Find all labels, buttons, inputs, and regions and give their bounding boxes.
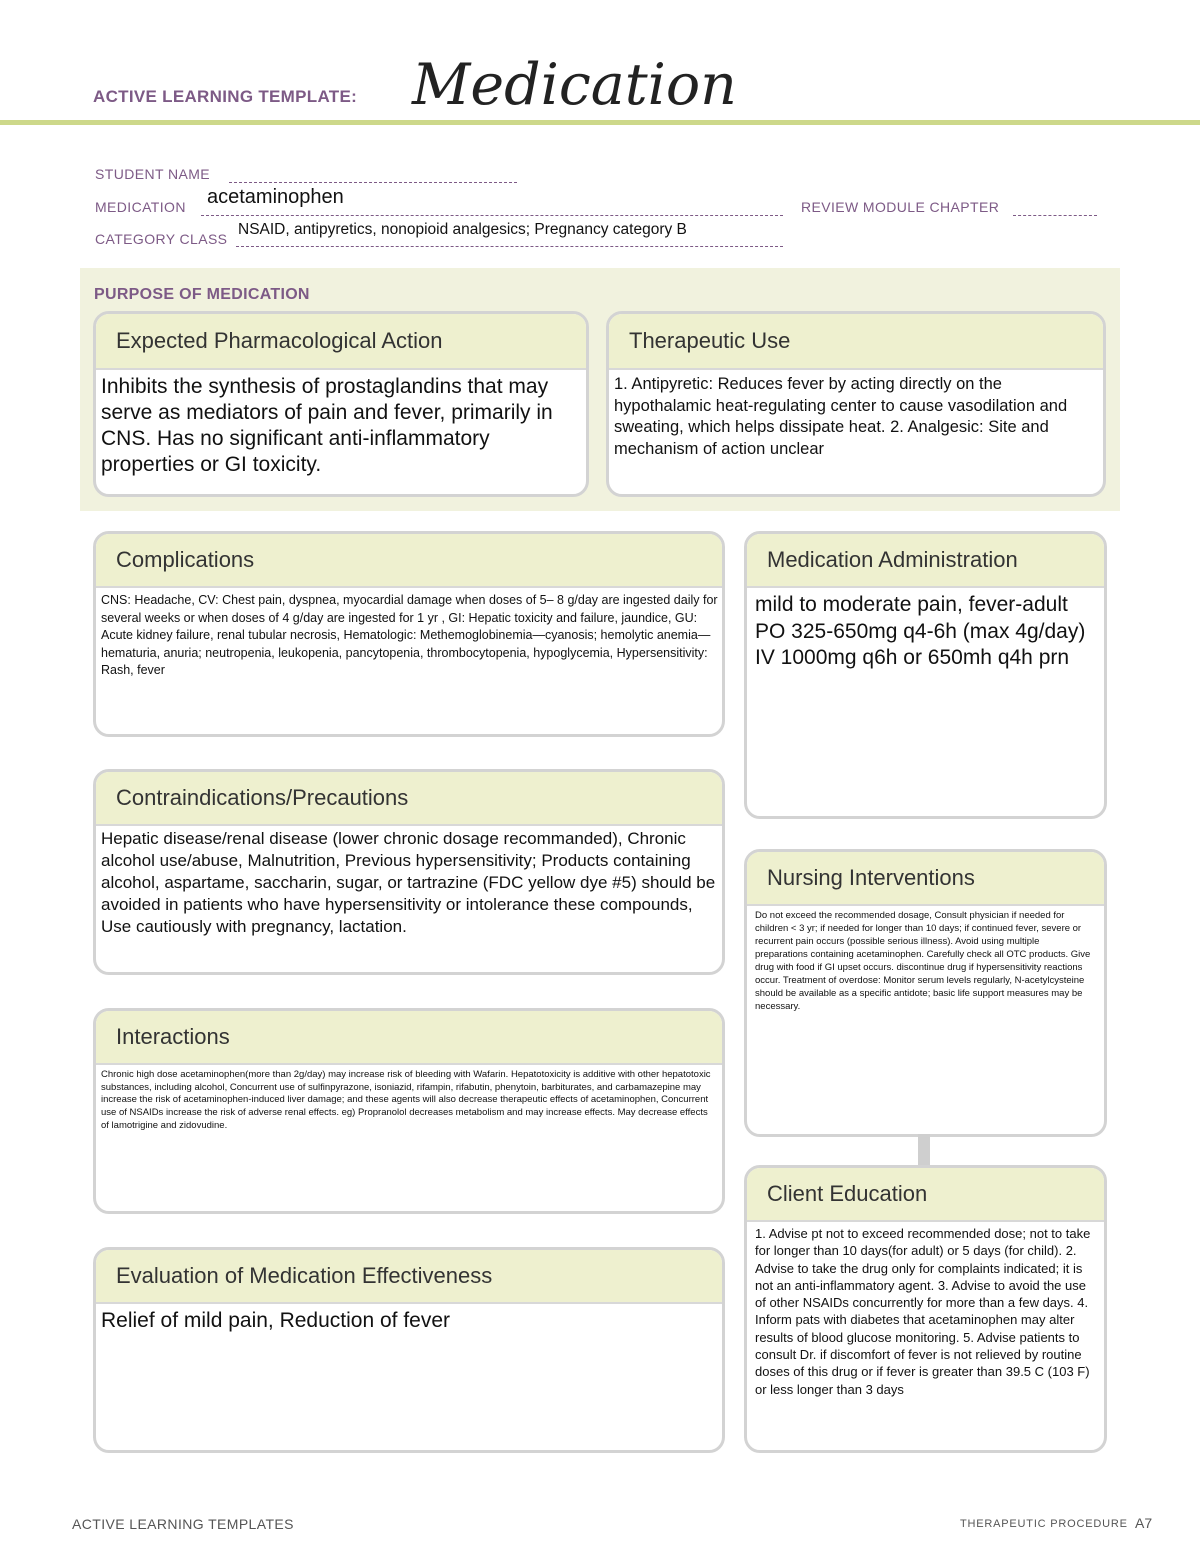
medication-label: MEDICATION [95, 199, 186, 215]
contraindications-card [93, 769, 725, 975]
therapeutic-use-card [606, 311, 1106, 497]
therapeutic-use-text: 1. Antipyretic: Reduces fever by acting directly on the hypothalamic heat-regulating center to cause vasodilation and sweating, which helps dissipate heat. 2. Analgesic: Site and mechanism of action unclear [614, 375, 1068, 458]
contraindications-text: Hepatic disease/renal disease (lower chronic dosage recommanded), Chronic alcohol use/abuse, Malnutrition, Previous hypersensitivity; Products containing alcohol, aspartame, saccharin, sugar, or tartrazine (FDC yellow dye #5) should be avoided in patients who have hypersensitivity or intolerance these compounds, Use cautiously with pregnancy, lactation. [101, 829, 716, 936]
contraindications-title: Contraindications/Precautions [96, 772, 722, 826]
category-class-value: NSAID, antipyretics, nonopioid analgesics; Pregnancy category B [238, 221, 687, 238]
administration-title: Medication Administration [747, 534, 1104, 588]
purpose-label: PURPOSE OF MEDICATION [94, 286, 310, 303]
footer-right: THERAPEUTIC PROCEDURE [960, 1518, 1128, 1530]
card-connector [918, 1134, 930, 1166]
page-title: Medication [412, 52, 737, 118]
expected-action-text: Inhibits the synthesis of prostaglandins that may serve as mediators of pain and fever, primarily in CNS. Has no significant anti-inflammatory properties or GI toxicity. [101, 375, 553, 476]
nursing-interventions-text: Do not exceed the recommended dosage, Consult physician if needed for children < 3 yr; if needed for longer than 10 days; if continued fever, severe or recurrent pain occurs (possible serious illness). Avoid using multiple preparations containing acetaminophen. Carefully check all OTC products. Give drug with food if GI upset occurs. discontinue drug if hypersensitivity reactions occur. Treatment of overdose: Monitor serum levels regularly, N-acetylcysteine should be available as a specific antidote; basic life support measures may be necessary. [755, 910, 1091, 1012]
template-label: ACTIVE LEARNING TEMPLATE: [93, 87, 358, 106]
evaluation-text: Relief of mild pain, Reduction of fever [101, 1309, 451, 1332]
medication-field[interactable] [201, 186, 783, 216]
therapeutic-use-title: Therapeutic Use [609, 314, 1103, 370]
client-education-title: Client Education [747, 1168, 1104, 1222]
client-education-text: 1. Advise pt not to exceed recommended dose; not to take for longer than 10 days(for adult) or 5 days (for child). 2. Advise to take the drug only for complaints indicated; it is not an anti-inflammatory agent. 3. Advise to avoid the use of other NSAIDs concurrently for more than a few days. 4. Inform pats with diabetes that acetaminophen may alter results of blood glucose monitoring. 5. Advise patients to consult Dr. if discomfort of fever is not relieved by routine doses of this drug or if fever is greater than 39.5 C (103 F) or less longer than 3 days [755, 1226, 1091, 1397]
review-module-field[interactable] [1013, 199, 1097, 216]
page-number: A7 [1135, 1515, 1153, 1531]
evaluation-card [93, 1247, 725, 1453]
nursing-interventions-card [744, 849, 1107, 1137]
evaluation-title: Evaluation of Medication Effectiveness [96, 1250, 722, 1304]
category-class-field[interactable] [236, 219, 783, 247]
nursing-interventions-title: Nursing Interventions [747, 852, 1104, 906]
expected-action-title: Expected Pharmacological Action [96, 314, 586, 370]
footer-left: ACTIVE LEARNING TEMPLATES [72, 1516, 294, 1532]
category-class-label: CATEGORY CLASS [95, 231, 228, 247]
complications-title: Complications [96, 534, 722, 588]
complications-card [93, 531, 725, 737]
interactions-title: Interactions [96, 1011, 722, 1065]
client-education-card [744, 1165, 1107, 1453]
expected-action-card [93, 311, 589, 497]
administration-card [744, 531, 1107, 819]
student-name-field[interactable] [229, 165, 517, 183]
student-name-label: STUDENT NAME [95, 166, 210, 182]
complications-text: CNS: Headache, CV: Chest pain, dyspnea, myocardial damage when doses of 5– 8 g/day are ingested daily for several weeks or when doses of 4 g/day are ingested for 1 yr , GI: Hepatic toxicity and failure, jaundice, GU: Acute kidney failure, renal tubular necrosis, Hematologic: Methemoglobinemia—cyanosis; hemolytic anemia—hematuria, anuria; neutropenia, leukopenia, pancytopenia, thrombocytopenia, hypoglycemia, Hypersensitivity: Rash, fever [101, 593, 718, 677]
medication-value: acetaminophen [207, 186, 344, 208]
header-divider [0, 120, 1200, 125]
review-module-label: REVIEW MODULE CHAPTER [801, 199, 1000, 215]
administration-text: mild to moderate pain, fever-adult PO 325-650mg q4-6h (max 4g/day) IV 1000mg q6h or 650mh q4h prn [755, 593, 1086, 669]
interactions-text: Chronic high dose acetaminophen(more than 2g/day) may increase risk of bleeding with Wafarin. Hepatotoxicity is additive with other hepatotoxic substances, including alcohol, Concurrent use of sulfinpyrazone, isoniazid, rifampin, rifabutin, phenytoin, barbiturates, and carbamazepine may increase the risk of acetaminophen-induced liver damage; and these agents will also decrease therapeutic effects of acetaminophen, Concurrent use of NSAIDs increase the risk of adverse renal effects. eg) Propranolol decreases metabolism and may increase effects. May decrease effects of lamotrigine and zidovudine. [101, 1069, 711, 1131]
interactions-card [93, 1008, 725, 1214]
